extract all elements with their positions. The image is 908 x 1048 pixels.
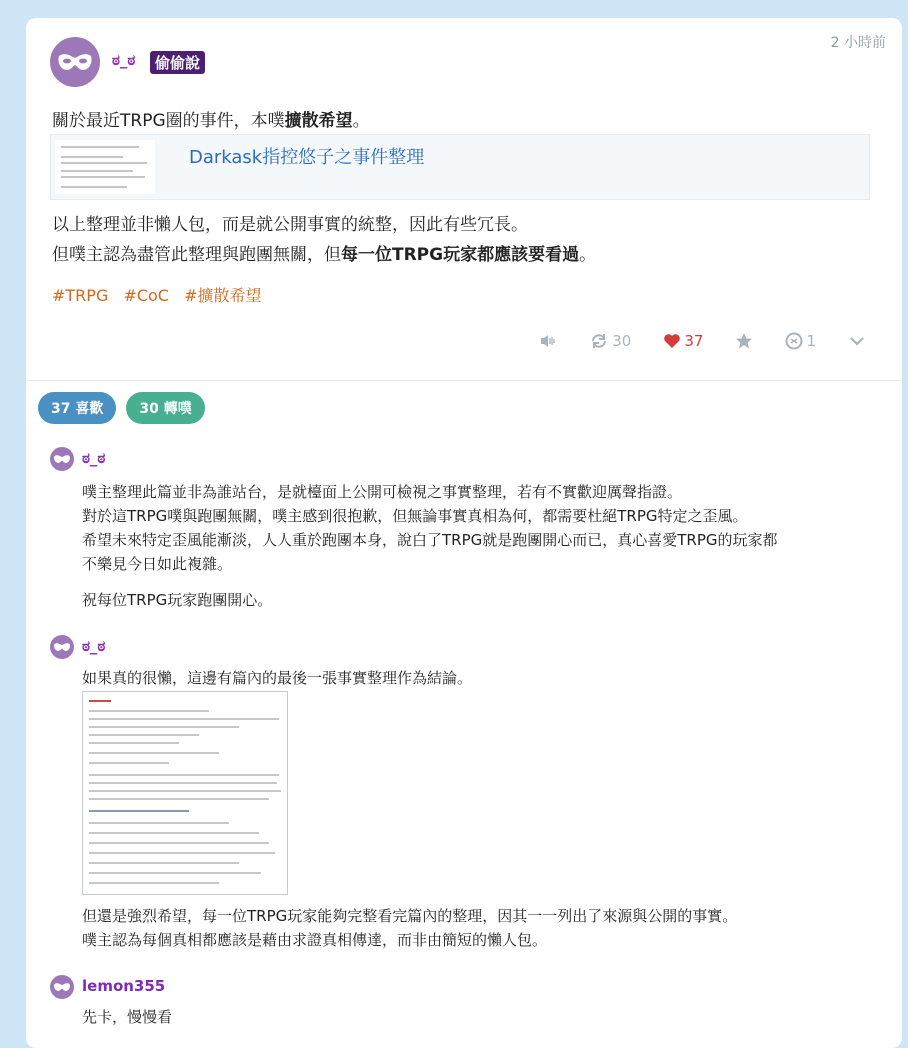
hashtag-list <box>52 283 272 306</box>
like-button[interactable] <box>663 332 703 350</box>
chevron-down-icon <box>848 332 866 350</box>
likes-pill[interactable]: 37 喜歡 <box>38 392 116 424</box>
plurk-card <box>26 18 902 1048</box>
response-text-line: 希望未來特定歪風能漸淡，人人重於跑團本身，說白了TRPG就是跑團開心而已，真心喜愛TRPG的玩家都 <box>82 531 778 549</box>
response-avatar[interactable] <box>50 975 74 999</box>
link-title[interactable]: Darkask指控悠子之事件整理 <box>189 147 425 168</box>
response-item <box>50 447 880 617</box>
post-timestamp[interactable]: 2 小時前 <box>830 35 886 51</box>
like-count: 37 <box>684 332 704 350</box>
response-text-line: 祝每位TRPG玩家跑團開心。 <box>82 591 273 609</box>
post-text-segment: 。 <box>352 111 370 131</box>
link-thumbnail <box>55 140 155 194</box>
star-icon <box>735 332 753 350</box>
avatar[interactable] <box>50 37 100 87</box>
mask-icon <box>50 37 100 87</box>
response-item <box>50 635 880 955</box>
post-text-segment: 但噗主認為盡管此整理與跑團無關，但 <box>52 245 341 265</box>
hashtag-trpg[interactable]: #TRPG <box>52 286 109 305</box>
response-text-line: 先卡，慢慢看 <box>82 1008 173 1026</box>
response-item <box>50 975 880 1035</box>
replurk-button[interactable] <box>589 332 631 350</box>
response-avatar[interactable] <box>50 635 74 659</box>
response-text-line: 對於這TRPG噗與跑團無關，噗主感到很抱歉，但無論事實真相為何，都需要杜絕TRPG特定之歪風。 <box>82 507 748 525</box>
more-options-button[interactable] <box>848 332 866 350</box>
replurks-pill[interactable]: 30 轉噗 <box>126 392 204 424</box>
response-text-line: 噗主整理此篇並非為誰站台，是就檯面上公開可檢視之事實整理，若有不實歡迎厲聲指證。 <box>82 483 683 501</box>
mask-icon <box>50 975 74 999</box>
heart-icon <box>663 333 681 349</box>
mute-button[interactable] <box>539 332 557 350</box>
replurk-count: 30 <box>612 332 632 350</box>
mask-icon <box>50 447 74 471</box>
response-icon <box>785 332 803 350</box>
mute-icon <box>539 332 557 350</box>
mask-icon <box>50 635 74 659</box>
hashtag-spread-hope[interactable]: #擴散希望 <box>184 286 262 305</box>
response-username[interactable]: lemon355 <box>82 977 166 995</box>
link-preview-card[interactable] <box>50 134 870 200</box>
response-text-line: 但還是強烈希望，每一位TRPG玩家能夠完整看完篇內的整理，因其一一列出了來源與公開的事實。 <box>82 907 738 925</box>
post-text-segment: 關於最近TRPG圈的事件，本噗 <box>52 111 285 131</box>
post-text-line1 <box>52 106 370 131</box>
response-image-thumbnail[interactable] <box>82 691 288 895</box>
post-action-bar <box>507 332 866 350</box>
post-text-segment: 。 <box>579 245 597 265</box>
post-text-line3 <box>52 240 596 265</box>
stats-pills <box>38 392 215 424</box>
response-count-button[interactable] <box>785 332 816 350</box>
response-username[interactable]: ಠ_ಠ <box>82 449 106 467</box>
favorite-button[interactable] <box>735 332 753 350</box>
plurk-post <box>26 18 902 381</box>
post-text-bold: 每一位TRPG玩家都應該要看過 <box>341 245 580 265</box>
post-username[interactable]: ಠ_ಠ <box>112 51 136 69</box>
post-text-bold: 擴散希望 <box>284 111 353 131</box>
hashtag-coc[interactable]: #CoC <box>123 286 169 305</box>
response-text-line: 噗主認為每個真相都應該是藉由求證真相傳達，而非由簡短的懶人包。 <box>82 931 548 949</box>
post-text-line2: 以上整理並非懶人包，而是就公開事實的統整，因此有些冗長。 <box>52 215 528 235</box>
response-username[interactable]: ಠ_ಠ <box>82 637 106 655</box>
replurk-icon <box>589 332 609 350</box>
response-text-line: 如果真的很懶，這邊有篇內的最後一張事實整理作為結論。 <box>82 669 473 687</box>
response-text-line: 不樂見今日如此複雜。 <box>82 555 233 573</box>
qualifier-badge: 偷偷說 <box>150 51 205 74</box>
response-count: 1 <box>806 332 816 350</box>
response-avatar[interactable] <box>50 447 74 471</box>
